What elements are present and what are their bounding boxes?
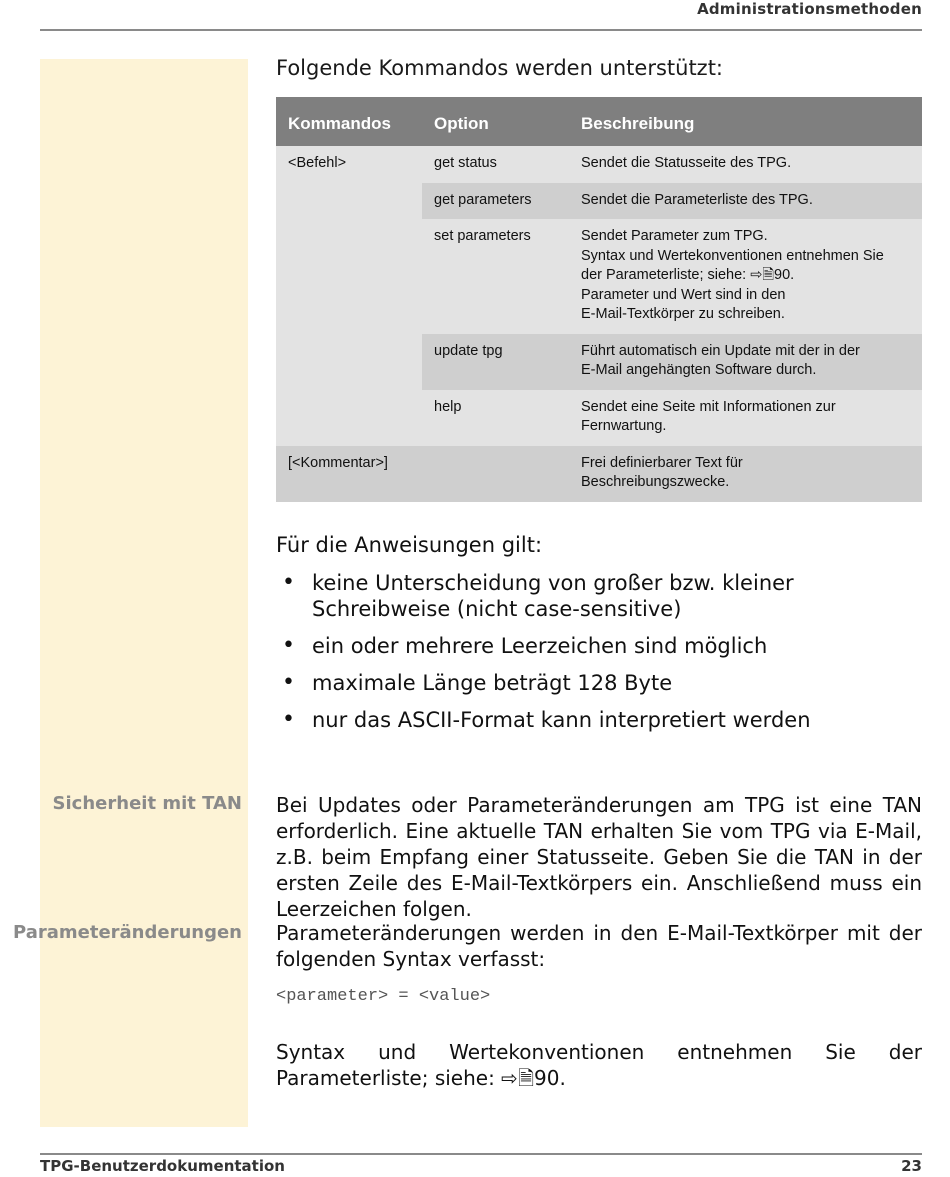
description-cell: Führt automatisch ein Update mit der in der E-Mail angehängten Software durch. [569,334,922,390]
table-header-row [276,97,922,146]
list-item: • nur das ASCII-Format kann interpretiert werden [276,707,916,733]
description-cell: Sendet die Statusseite des TPG. [569,146,922,183]
table-row [276,446,922,502]
header-beschreibung: Beschreibung [569,97,922,146]
table-row [276,146,922,183]
rules-list [276,570,916,744]
option-cell: get parameters [422,183,569,220]
tan-paragraph: Bei Updates oder Parameteränderungen am TPG ist eine TAN erforderlich. Eine aktuelle TAN erhalten Sie vom TPG via E-Mail, z.B. beim Empfang einer Statusseite. Geben Sie die TAN in der ersten Zeile des E-Mail-Textkörpers ein. Anschließend muss ein Leerzeichen folgen. [276,793,922,921]
description-cell: Frei definierbarer Text für Beschreibungszwecke. [569,446,922,502]
footer-rule [40,1153,922,1155]
option-cell: set parameters [422,219,569,334]
list-item: • keine Unterscheidung von großer bzw. kleiner Schreibweise (nicht case-sensitive) [276,570,916,622]
description-cell: Sendet eine Seite mit Informationen zur Fernwartung. [569,390,922,446]
description-cell: Sendet die Parameterliste des TPG. [569,183,922,220]
params-paragraph: Parameteränderungen werden in den E-Mail-Textkörper mit der folgenden Syntax verfasst: [276,921,922,971]
page-number: 23 [901,1157,922,1175]
header-rule [40,29,922,31]
header-option: Option [422,97,569,146]
margin-column [40,59,248,1127]
side-label-tan: Sicherheit mit TAN [52,793,242,814]
rules-title: Für die Anweisungen gilt: [276,533,543,557]
list-item: • ein oder mehrere Leerzeichen sind möglich [276,633,916,659]
footer-title: TPG-Benutzerdokumentation [40,1157,285,1175]
list-item: • maximale Länge beträgt 128 Byte [276,670,916,696]
syntax-code: <parameter> = <value> [276,987,491,1006]
header-kommandos: Kommandos [276,97,422,146]
side-label-params: Parameteränderungen [13,922,242,943]
option-cell: update tpg [422,334,569,390]
intro-text: Folgende Kommandos werden unterstützt: [276,56,724,80]
description-cell: Sendet Parameter zum TPG. Syntax und Wertekonventionen entnehmen Sie der Parameterliste; siehe: ⇨🗎90. Parameter und Wert sind in den E-Mail-Textkörper zu schreiben. [569,219,922,334]
command-kommentar: [<Kommentar>] [276,446,422,502]
option-cell: get status [422,146,569,183]
params-reference[interactable]: Syntax und Wertekonventionen entnehmen Sie der Parameterliste; siehe: ⇨🗎90. [276,1040,922,1090]
header-title: Administrationsmethoden [697,0,922,18]
option-cell [422,446,569,502]
option-cell: help [422,390,569,446]
commands-table [276,97,922,502]
command-befehl: <Befehl> [276,146,422,446]
